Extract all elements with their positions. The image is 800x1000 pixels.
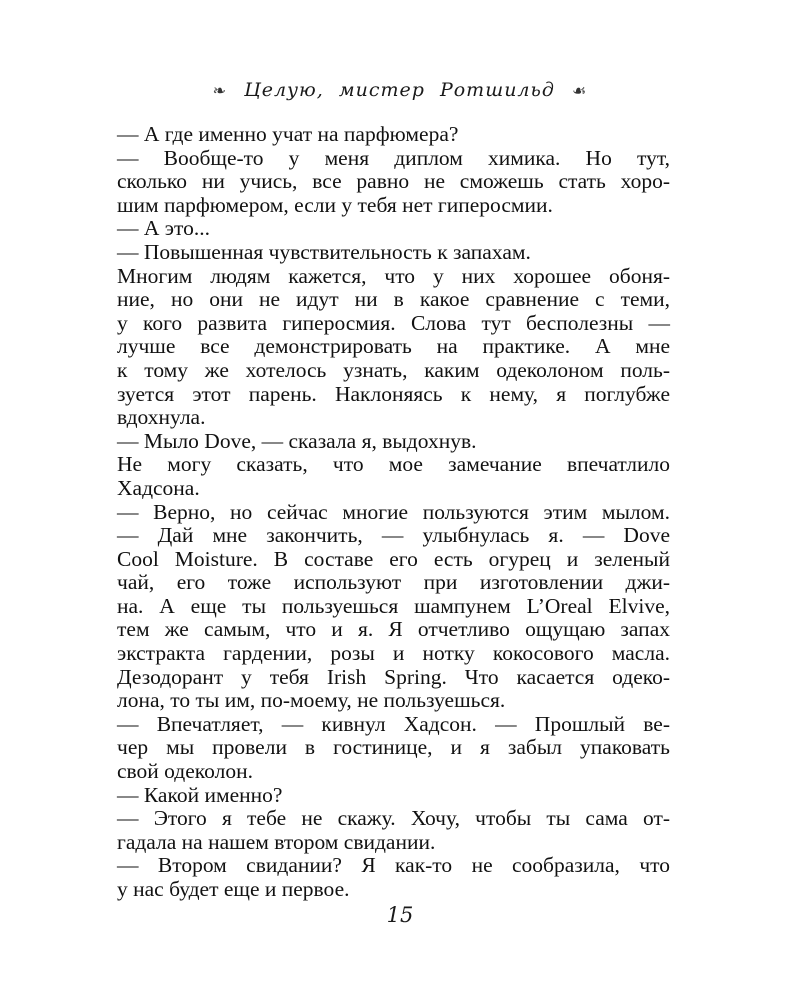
text-line: — Впечатляет, — кивнул Хадсон. — Прошлый ве- xyxy=(117,711,670,736)
text-line: — А где именно учат на парфюмера? xyxy=(117,122,459,146)
text-line: тем же самым, что и я. Я отчетливо ощущаю запах xyxy=(117,617,670,642)
text-line: лучше все демонстрировать на практике. А мне xyxy=(117,334,670,359)
text-line: у кого развита гиперосмия. Слова тут бесполезны — xyxy=(117,310,670,335)
text-line: Cool Moisture. В составе его есть огурец и зеленый xyxy=(117,546,670,571)
text-line: — Втором свидании? Я как-то не сообразила, что xyxy=(117,853,670,878)
page-number: 15 xyxy=(386,903,414,927)
text-line: — Вообще-то у меня диплом химика. Но тут, xyxy=(117,145,670,170)
text-line: гадала на нашем втором свидании. xyxy=(117,829,436,854)
text-line: у нас будет еще и первое. xyxy=(117,877,350,901)
text-line: зуется этот парень. Наклоняясь к нему, я поглубже xyxy=(117,381,670,406)
left-ornament-icon: ❧ xyxy=(212,80,228,100)
text-line: к тому же хотелось узнать, каким одеколоном поль- xyxy=(117,357,670,382)
text-line: — Повышенная чувствительность к запахам. xyxy=(117,239,531,264)
text-line: шим парфюмером, если у тебя нет гиперосмии. xyxy=(117,192,553,217)
text-line: Хадсона. xyxy=(117,475,200,500)
text-line: сколько ни учись, все равно не сможешь стать хоро- xyxy=(117,169,670,194)
text-line: — Какой именно? xyxy=(117,782,283,807)
text-line: чер мы провели в гостинице, и я забыл упаковать xyxy=(117,735,670,760)
text-line: свой одеколон. xyxy=(117,759,253,784)
text-line: — Этого я тебе не скажу. Хочу, чтобы ты сама от- xyxy=(117,806,670,831)
text-line: Не могу сказать, что мое замечание впечатлило xyxy=(117,452,670,477)
text-line: чай, его тоже используют при изготовлении джи- xyxy=(117,570,670,595)
running-header xyxy=(0,78,800,101)
right-ornament-icon: ☙ xyxy=(571,80,588,100)
text-line: на. А еще ты пользуешься шампунем L’Oreal Elvive, xyxy=(117,593,670,618)
body-text xyxy=(117,123,670,902)
text-line: лона, то ты им, по-моему, не пользуешься. xyxy=(117,688,506,713)
running-header-title: Целую, мистер Ротшильд xyxy=(244,79,555,101)
text-line: — Дай мне закончить, — улыбнулась я. — Dove xyxy=(117,523,670,548)
text-line: вдохнула. xyxy=(117,405,206,430)
text-line: — А это... xyxy=(117,216,210,241)
text-line: — Верно, но сейчас многие пользуются этим мылом. xyxy=(117,499,670,524)
text-line: ние, но они не идут ни в какое сравнение с теми, xyxy=(117,287,670,312)
text-line: — Мыло Dove, — сказала я, выдохнув. xyxy=(117,428,477,453)
text-line: Дезодорант у тебя Irish Spring. Что касается одеко- xyxy=(117,664,670,689)
text-line: экстракта гардении, розы и нотку кокосового масла. xyxy=(117,641,670,666)
text-line: Многим людям кажется, что у них хорошее обоня- xyxy=(117,263,670,288)
